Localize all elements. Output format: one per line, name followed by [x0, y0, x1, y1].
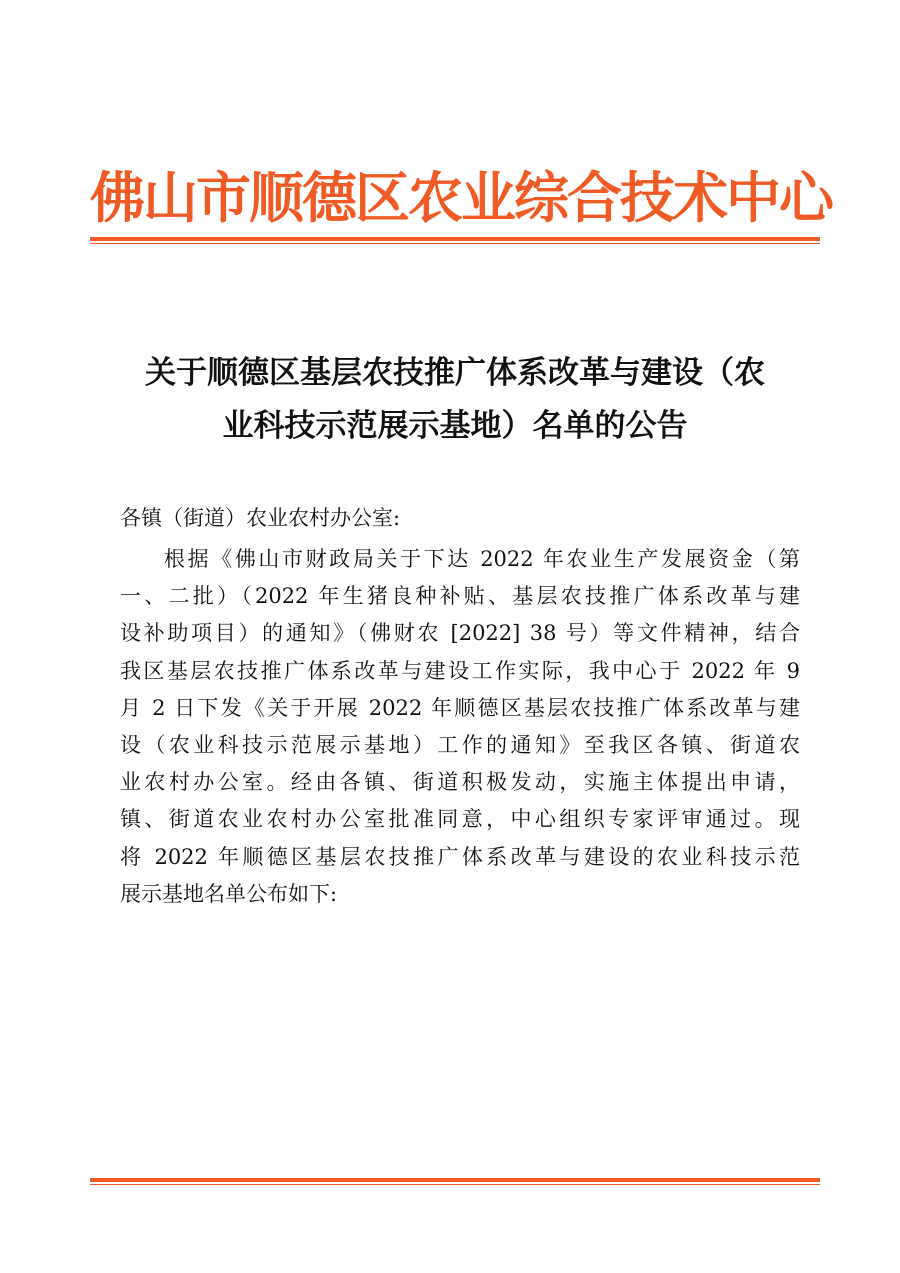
body-line: 将 2022 年顺德区基层农技推广体系改革与建设的农业科技示范: [120, 844, 800, 869]
footer-rule-thin: [90, 1184, 820, 1185]
body-line: 一、二批）（2022 年生猪良种补贴、基层农技推广体系改革与建: [120, 584, 800, 609]
body-line: 业农村办公室。经由各镇、街道积极发动，实施主体提出申请，: [120, 770, 800, 795]
document-title: [100, 347, 810, 453]
title-line: 业科技示范展示基地）名单的公告: [222, 408, 688, 444]
body-paragraph: [120, 541, 800, 913]
salutation: 各镇（街道）农业农村办公室:: [120, 506, 401, 530]
body-line: 展示基地名单公布如下:: [120, 881, 338, 906]
body-line: 我区基层农技推广体系改革与建设工作实际，我中心于 2022 年 9: [120, 658, 800, 683]
letterhead-rule-thin: [90, 243, 820, 244]
footer-rule-thick: [90, 1178, 820, 1182]
letterhead-org-name: 佛山市顺德区农业综合技术中心: [90, 165, 833, 230]
letterhead-rule-thick: [90, 237, 820, 241]
body-line: 设补助项目）的通知》（佛财农 [2022] 38 号）等文件精神，结合: [120, 621, 800, 646]
body-line: 设（农业科技示范展示基地）工作的通知》至我区各镇、街道农: [120, 732, 800, 757]
body-line: 月 2 日下发《关于开展 2022 年顺德区基层农技推广体系改革与建: [120, 695, 800, 720]
body-line: 镇、街道农业农村办公室批准同意，中心组织专家评审通过。现: [120, 807, 800, 832]
body-line: 根据《佛山市财政局关于下达 2022 年农业生产发展资金（第: [164, 547, 800, 571]
title-line: 关于顺德区基层农技推广体系改革与建设（农: [145, 355, 765, 391]
